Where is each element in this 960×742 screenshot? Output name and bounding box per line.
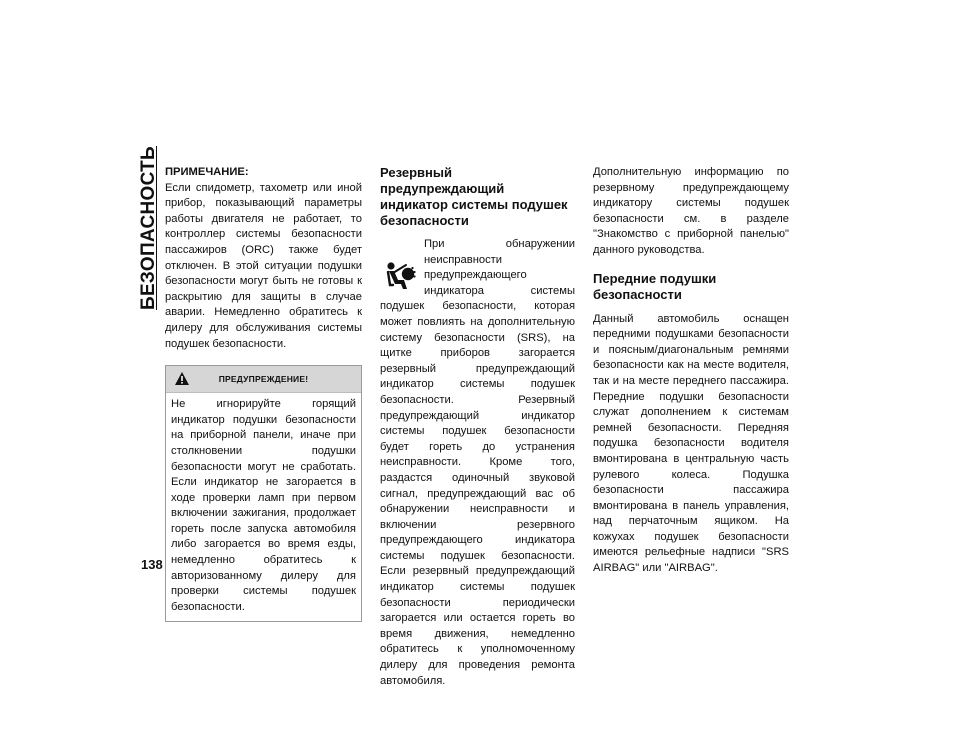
warning-title: ПРЕДУПРЕЖДЕНИЕ! [218, 374, 309, 385]
warning-text: Не игнорируйте горящий индикатор подушки безопасности на приборной панели, иначе при столкновении подушки безопасности могут не сработать. Если индикатор не загорается в ходе проверки ламп при первом включении зажигания, продолжает гореть после запуска автомобиля либо загорается во время езды, немедленно обратитесь к авторизованному дилеру для проверки системы подушек безопасности. [171, 398, 356, 613]
note-text: Если спидометр, тахометр или иной прибор, показывающий параметры работы двигателя не работает, то контроллер системы безопасности пассажиров (ORC) также будет отключен. В этой ситуации подушки безопасности могут быть не готовы к раскрытию для защиты в случае аварии. Немедленно обратитесь к дилеру для обслуживания системы подушек безопасности. [165, 181, 362, 350]
warning-header [166, 366, 361, 393]
note-title: ПРИМЕЧАНИЕ: [165, 166, 249, 178]
backup-indicator-text: При обнаружении неисправности предупреждающего индикатора системы подушек безопасности, которая может повлиять на дополнительную систему безопасности (SRS), на щитке приборов загорается резервный предупреждающий индикатор системы подушек безопасности. Резервный предупреждающий индикатор системы подушек безопасности будет гореть до устранения неисправности. Кроме того, раздастся одиночный звуковой сигнал, предупреждающий вас об обнаружении неисправности и включении резервного предупреждающего индикатора системы подушек безопасности. Если резервный предупреждающий индикатор системы подушек безопасности периодически загорается или остается гореть во время движения, немедленно обратитесь к уполномоченному дилеру для проведения ремонта автомобиля. [380, 238, 575, 687]
section-side-title [136, 146, 162, 310]
airbag-indicator-icon [384, 261, 416, 291]
front-airbags-text: Данный автомобиль оснащен передними подушками безопасности и поясным/диагональным ремнями безопасности как на месте водителя, так и на месте переднего пассажира. Передние подушки безопасности служат дополнением к системам ремней безопасности. Передняя подушка безопасности водителя вмонтирована в центральную часть рулевого колеса. Подушка безопасности пассажира вмонтирована в панель управления, над перчаточным ящиком. На кожухах подушек безопасности имеются рельефные надписи "SRS AIRBAG" или "AIRBAG". [593, 312, 789, 575]
page-number: 138 [141, 557, 163, 572]
more-info-text: Дополнительную информацию по резервному предупреждающему индикатору системы подушек безопасности см. в разделе "Знакомство с приборной панелью" данного руководства. [593, 166, 789, 256]
column-middle [380, 165, 575, 689]
column-left [165, 165, 362, 622]
section-side-title-text: БЕЗОПАСНОСТЬ [138, 146, 159, 310]
backup-indicator-heading: Резервный предупреждающий индикатор системы подушек безопасности [380, 165, 568, 228]
warning-box [165, 365, 362, 622]
column-right [593, 165, 789, 577]
front-airbags-heading: Передние подушки безопасности [593, 270, 717, 302]
warning-body [166, 393, 361, 621]
